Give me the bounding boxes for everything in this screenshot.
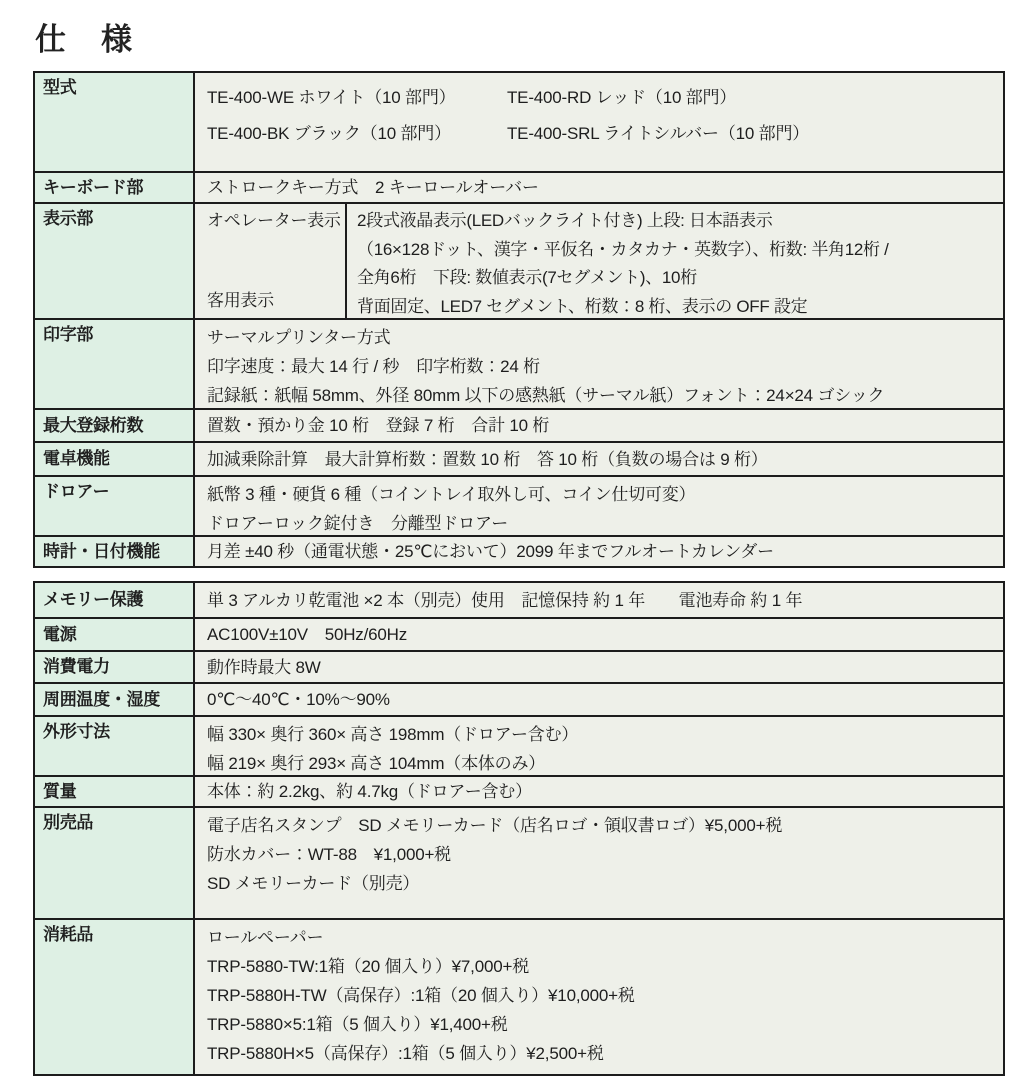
detail-line: 2段式液晶表示(LEDバックライト付き) 上段: 日本語表示 <box>357 211 773 230</box>
value-line: TRP-5880H×5（高保存）:1箱（5 個入り）¥2,500+税 <box>207 1044 604 1063</box>
sublabel-operator: オペレーター表示 <box>207 211 341 230</box>
row-memory <box>35 583 1003 617</box>
value-line: 防水カバー：WT-88 ¥1,000+税 <box>207 845 451 864</box>
model-grid <box>207 76 995 152</box>
sublabel-customer: 客用表示 <box>207 291 274 310</box>
row-value: 月差 ±40 秒（通電状態・25℃において）2099 年までフルオートカレンダー <box>195 537 1003 566</box>
row-value <box>195 73 1003 171</box>
row-consumption <box>35 650 1003 682</box>
row-label: メモリー保護 <box>35 583 195 617</box>
row-value: 加減乗除計算 最大計算桁数：置数 10 桁 答 10 桁（負数の場合は 9 桁） <box>195 443 1003 475</box>
row-value: 単 3 アルカリ乾電池 ×2 本（別売）使用 記憶保持 約 1 年 電池寿命 約 1 年 <box>195 583 1003 617</box>
detail-line: 全角6桁 下段: 数値表示(7セグメント)、10桁 <box>357 268 697 287</box>
value-line: TRP-5880-TW:1箱（20 個入り）¥7,000+税 <box>207 957 529 976</box>
value-line: TRP-5880H-TW（高保存）:1箱（20 個入り）¥10,000+税 <box>207 986 635 1005</box>
row-value <box>195 808 1003 918</box>
row-label: 時計・日付機能 <box>35 537 195 566</box>
display-sublabels <box>195 204 347 318</box>
row-label: キーボード部 <box>35 173 195 202</box>
row-value: 動作時最大 8W <box>195 652 1003 682</box>
spec-page <box>33 10 1005 1076</box>
row-power <box>35 617 1003 650</box>
detail-line: 背面固定、LED7 セグメント、桁数：8 桁、表示の OFF 設定 <box>357 296 808 316</box>
value-line: TRP-5880×5:1箱（5 個入り）¥1,400+税 <box>207 1015 508 1034</box>
row-value <box>195 477 1003 535</box>
row-value <box>195 320 1003 408</box>
row-value: ストロークキー方式 2 キーロールオーバー <box>195 173 1003 202</box>
display-detail <box>347 204 1003 318</box>
row-label: 消費電力 <box>35 652 195 682</box>
row-max-digits <box>35 408 1003 441</box>
model-item: TE-400-BK ブラック（10 部門） <box>207 124 451 143</box>
row-options <box>35 806 1003 918</box>
model-item: TE-400-RD レッド（10 部門） <box>507 88 737 107</box>
row-label: 消耗品 <box>35 920 195 1074</box>
row-label: 表示部 <box>35 204 195 318</box>
row-label: 型式 <box>35 73 195 171</box>
row-value <box>195 204 1003 318</box>
value-line: ドロアーロック錠付き 分離型ドロアー <box>207 514 509 533</box>
row-printer <box>35 318 1003 408</box>
row-label: ドロアー <box>35 477 195 535</box>
row-weight <box>35 775 1003 806</box>
detail-line: （16×128ドット、漢字・平仮名・カタカナ・英数字）、桁数: 半角12桁 / <box>357 239 889 259</box>
row-label: 質量 <box>35 777 195 806</box>
row-model <box>35 73 1003 171</box>
row-label: 周囲温度・湿度 <box>35 684 195 715</box>
row-environment <box>35 682 1003 715</box>
row-dimensions <box>35 715 1003 775</box>
row-consumables <box>35 918 1003 1074</box>
row-label: 電卓機能 <box>35 443 195 475</box>
row-value: 本体：約 2.2kg、約 4.7kg（ドロアー含む） <box>195 777 1003 806</box>
row-label: 別売品 <box>35 808 195 918</box>
row-value <box>195 920 1003 1074</box>
row-calculator <box>35 441 1003 475</box>
page-title: 仕 様 <box>35 22 134 57</box>
row-label: 印字部 <box>35 320 195 408</box>
value-line: 幅 219× 奥行 293× 高さ 104mm（本体のみ） <box>207 754 546 773</box>
spec-table-secondary <box>33 581 1005 1076</box>
row-keyboard <box>35 171 1003 202</box>
model-item: TE-400-SRL ライトシルバー（10 部門） <box>507 124 810 143</box>
model-item: TE-400-WE ホワイト（10 部門） <box>207 88 456 107</box>
row-display <box>35 202 1003 318</box>
row-value: 置数・預かり金 10 桁 登録 7 桁 合計 10 桁 <box>195 410 1003 441</box>
value-line: 紙幣 3 種・硬貨 6 種（コイントレイ取外し可、コイン仕切可変） <box>207 485 696 504</box>
row-clock <box>35 535 1003 566</box>
value-line: サーマルプリンター方式 <box>207 328 391 347</box>
value-line: SD メモリーカード（別売） <box>207 874 420 893</box>
value-line: 幅 330× 奥行 360× 高さ 198mm（ドロアー含む） <box>207 725 579 744</box>
row-drawer <box>35 475 1003 535</box>
row-value <box>195 717 1003 775</box>
value-line: ロールペーパー <box>207 928 324 947</box>
row-value: 0℃～40℃・10%～90% <box>195 684 1003 715</box>
row-label: 電源 <box>35 619 195 650</box>
row-value: AC100V±10V 50Hz/60Hz <box>195 619 1003 650</box>
value-line: 記録紙：紙幅 58mm、外径 80mm 以下の感熱紙（サーマル紙）フォント：24×24 ゴシック <box>207 386 885 405</box>
row-label: 最大登録桁数 <box>35 410 195 441</box>
value-line: 電子店名スタンプ SD メモリーカード（店名ロゴ・領収書ロゴ）¥5,000+税 <box>207 816 783 835</box>
row-label: 外形寸法 <box>35 717 195 775</box>
spec-table-main <box>33 71 1005 568</box>
value-line: 印字速度：最大 14 行 / 秒 印字桁数：24 桁 <box>207 357 540 376</box>
